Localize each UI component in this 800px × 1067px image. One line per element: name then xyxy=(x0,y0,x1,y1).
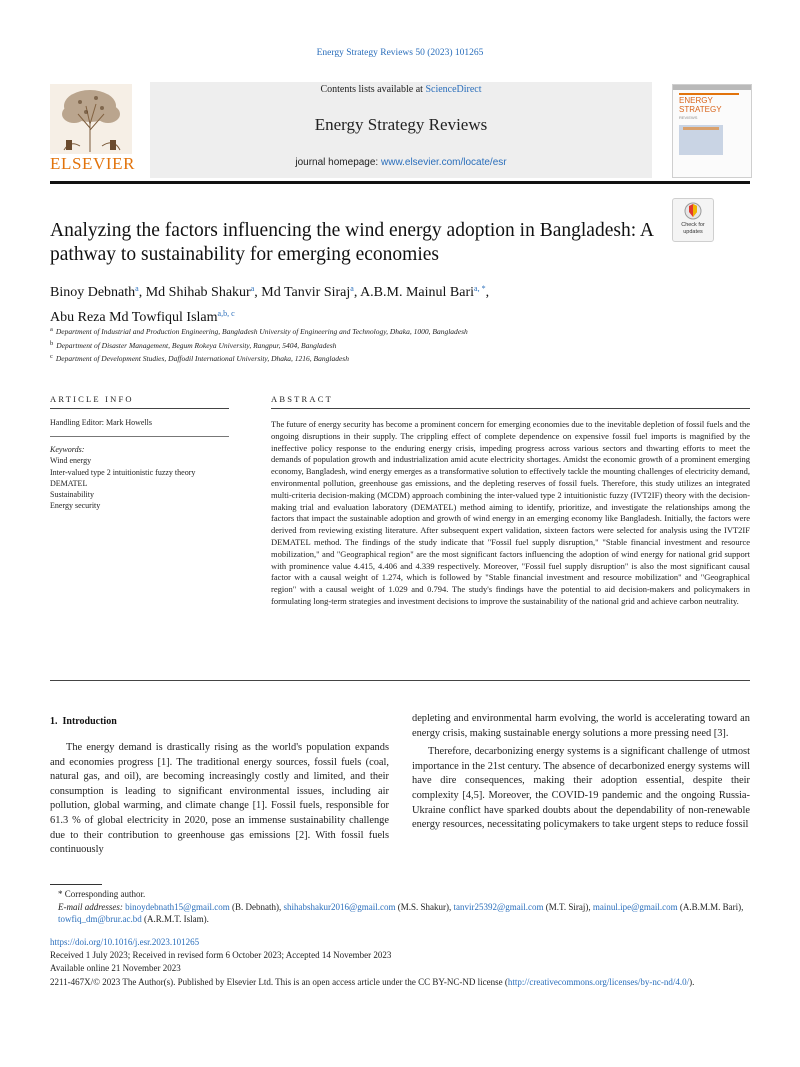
abstract-heading: ABSTRACT xyxy=(271,394,333,404)
author-name[interactable]: Md Tanvir Siraj xyxy=(261,285,351,300)
keyword-item: Wind energy xyxy=(50,456,92,466)
affiliation-item xyxy=(50,351,750,365)
affiliation-label: b xyxy=(50,339,54,347)
crossmark-label-1: Check for xyxy=(681,222,705,228)
email-link[interactable]: tanvir25392@gmail.com xyxy=(453,901,544,912)
footnote-rule xyxy=(50,884,102,885)
footnote-block xyxy=(50,888,750,926)
email-link[interactable]: mainul.ipe@gmail.com xyxy=(592,901,678,912)
corresponding-author-note: * Corresponding author. xyxy=(58,889,146,899)
affiliation-list xyxy=(50,324,750,365)
license-link[interactable]: http://creativecommons.org/licenses/by-nc-nd/4.0/ xyxy=(507,977,690,987)
affiliation-label: c xyxy=(50,353,53,360)
abstract-bottom-rule xyxy=(50,680,750,681)
abstract-rule xyxy=(271,408,750,409)
email-owner: (M.S. Shakur), xyxy=(395,901,454,912)
section-number: 1. xyxy=(50,716,58,727)
sciencedirect-link[interactable]: ScienceDirect xyxy=(425,84,482,95)
keyword-item: Inter-valued type 2 intuitionistic fuzzy theory xyxy=(50,467,196,477)
author-separator: , xyxy=(485,285,490,300)
author-affiliation-marker[interactable]: a,b, c xyxy=(217,309,235,318)
crossmark-icon xyxy=(684,202,702,220)
journal-reference-link[interactable]: Energy Strategy Reviews 50 (2023) 101265 xyxy=(316,48,484,58)
email-addresses xyxy=(50,901,750,926)
author-affiliation-marker[interactable]: a, * xyxy=(474,284,486,293)
homepage-line xyxy=(150,157,652,168)
body-paragraph: The energy demand is drastically rising as the world's population expands and economies progress [1]. The traditional energy sources, fossil fuels (coal, natural gas, and oil), are becoming increasingly costly and limited, and their consumption is leading to significant environmental issues, including air pollution, global warming, and climate change [1]. Fossil fuels, responsible for 61.3 % of global electricity in 2020, pose an immense sustainability challenge due to their contribution to greenhouse gas emissions [2]. With fossil fuels continuously xyxy=(50,742,389,856)
cover-title-line-1: ENERGY xyxy=(679,96,713,105)
header-rule xyxy=(50,181,750,184)
doi-link[interactable]: https://doi.org/10.1016/j.esr.2023.101265 xyxy=(50,937,200,947)
available-online-date: Available online 21 November 2023 xyxy=(50,963,181,973)
author-separator: , xyxy=(254,285,262,300)
homepage-prefix: journal homepage: xyxy=(295,157,381,168)
author-list xyxy=(50,278,750,328)
email-link[interactable]: binoydebnath15@gmail.com xyxy=(125,901,230,912)
author-name[interactable]: Binoy Debnath xyxy=(50,285,136,300)
affiliation-item xyxy=(50,324,750,338)
section-heading-introduction xyxy=(50,716,117,727)
cover-title-line-3: REVIEWS xyxy=(679,115,698,120)
keyword-item: Sustainability xyxy=(50,490,94,500)
journal-title: Energy Strategy Reviews xyxy=(314,115,488,134)
abstract-text: The future of energy security has become a prominent concern for emerging economies due to the inevitable depletion of fossil fuels and the ongoing disruptions in their supply. The crippling effect of complete dependence on expensive fossil fuel imports is magnified by the ineffective policy response to the enduring energy crisis, impeding progress across various sectors and thwarting efforts to meet the demands of population growth and industrialization amid acute electricity shortages. Amidst the economic growth of a prominent emerging economy, Bangladesh, wind energy emerges as a transformative solution to effectively tackle the mounting challenges of electricity demand, environmental pollution, greenhouse gas emissions, and the depleting reserves of fossil fuels. Therefore, this study utilizes an integrated multi-criteria decision-making (MCDM) approach combining the inter-valued type 2 intuitionistic fuzzy (IVT2IF) theory with the decision-making trial and evaluation laboratory (DEMATEL) method aiming to identify, prioritize, and investigate the relationships among the factors that impact the sustainable adoption and growth of wind energy in an emerging economy like Bangladesh. Initially, the factors were derived from reviewing existing literature. After subsequent expert validation, sixteen factors were selected for analysis using the IVT2IF DEMATEL method. The findings of the study indicate that "Fossil fuel supply disruption," "Stable financial investment and resource mobilization," and "Geographical region" are the most significant factors influencing the adoption of wind energy for national grid support with prominence value 4.415, 4.406 and 4.339 respectively. Moreover, "Fossil fuel supply disruption" is also the most significant causal factor with a causal weight of 1.274, which is followed by "Stable financial investment and resource mobilization" and "Geographical region" with a causal weight of 1.029 and 0.794. The study's findings have the potential to aid decision-makers and policymakers in formulating long-term strategies and investment decisions to improve the sustainability of the national grid and achieve carbon neutrality. xyxy=(271,419,750,606)
email-link[interactable]: towfiq_dm@brur.ac.bd xyxy=(58,914,142,924)
body-column-left xyxy=(50,741,389,858)
check-for-updates-button[interactable] xyxy=(672,198,714,242)
author-affiliation-marker[interactable]: a xyxy=(250,284,255,293)
journal-homepage-link[interactable]: www.elsevier.com/locate/esr xyxy=(381,157,507,168)
email-owner: (A.B.M.M. Bari), xyxy=(677,901,744,912)
author-separator: , xyxy=(138,285,146,300)
section-title: Introduction xyxy=(62,716,117,727)
contents-prefix: Contents lists available at xyxy=(320,84,426,95)
body-paragraph: depleting and environmental harm evolving, the world is accelerating toward an energy crisis, making sustainable energy solutions a more pressing need [3]. xyxy=(412,713,750,739)
license-text: 2211-467X/© 2023 The Author(s). Published by Elsevier Ltd. This is an open access article under the CC BY-NC-ND license ( xyxy=(50,977,508,987)
author-name[interactable]: A.B.M. Mainul Bari xyxy=(360,285,475,300)
body-paragraph: Therefore, decarbonizing energy systems is a significant challenge of utmost importance in the 21st century. The absence of decarbonized energy systems will have dire consequences, making their adoption essential, despite their complexity [4,5]. Moreover, the COVID-19 pandemic and the ongoing Russia-Ukraine conflict have sparked doubts about the dependability of non-renewable energy resources, necessitating policymakers to take urgent steps to reduce fossil xyxy=(412,746,750,831)
email-owner: (M.T. Siraj), xyxy=(543,901,593,912)
license-statement xyxy=(50,976,750,989)
author-name[interactable]: Abu Reza Md Towfiqul Islam xyxy=(50,310,218,325)
handling-editor: Handling Editor: Mark Howells xyxy=(50,418,152,427)
email-owner: (B. Debnath), xyxy=(229,901,284,912)
keyword-item: Energy security xyxy=(50,501,101,511)
journal-cover-thumbnail[interactable] xyxy=(672,84,752,178)
email-label: E-mail addresses: xyxy=(58,901,123,912)
cover-title-line-2: STRATEGY xyxy=(679,104,722,114)
affiliation-text: Department of Development Studies, Daffodil International University, Dhaka, 1216, Bangladesh xyxy=(55,354,349,363)
email-owner: (A.R.M.T. Islam). xyxy=(141,914,209,924)
article-info-divider xyxy=(50,436,229,437)
affiliation-item xyxy=(50,338,750,352)
author-separator: , xyxy=(353,285,361,300)
author-affiliation-marker[interactable]: a xyxy=(350,284,354,293)
article-title: Analyzing the factors influencing the wind energy adoption in Bangladesh: A pathway to sustainability for emerging economies xyxy=(50,220,653,265)
keywords-block xyxy=(50,444,240,512)
publisher-name: ELSEVIER xyxy=(50,154,136,173)
author-affiliation-marker[interactable]: a xyxy=(135,284,139,293)
keywords-label: Keywords: xyxy=(50,445,85,454)
body-column-right xyxy=(412,712,750,833)
article-info-rule xyxy=(50,408,229,409)
contents-line xyxy=(150,84,652,95)
crossmark-label-2: updates xyxy=(683,228,703,235)
article-info-heading: ARTICLE INFO xyxy=(50,394,134,404)
affiliation-label: a xyxy=(50,326,53,333)
received-dates: Received 1 July 2023; Received in revised form 6 October 2023; Accepted 14 November 2023 xyxy=(50,950,392,960)
email-link[interactable]: shihabshakur2016@gmail.com xyxy=(283,901,396,912)
keywords-list xyxy=(50,455,240,511)
license-end: ). xyxy=(689,977,695,987)
affiliation-text: Department of Disaster Management, Begum Rokeya University, Rangpur, 5404, Bangladesh xyxy=(56,340,337,350)
author-name[interactable]: Md Shihab Shakur xyxy=(145,285,251,300)
keyword-item: DEMATEL xyxy=(50,478,88,488)
affiliation-text: Department of Industrial and Production Engineering, Bangladesh University of Engineering and Technology, Dhaka, 1000, Bangladesh xyxy=(55,327,468,336)
